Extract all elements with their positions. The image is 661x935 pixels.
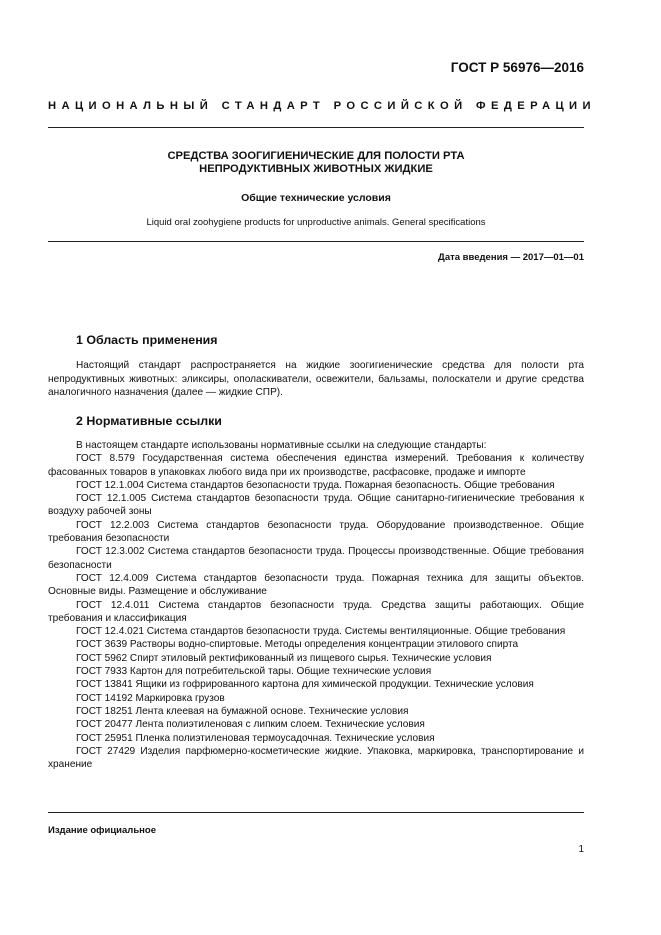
section-1-text: [48, 359, 584, 400]
references-intro: В настоящем стандарте использованы нормативные ссылки на следующие стандарты:: [76, 440, 487, 451]
reference-item: ГОСТ 12.2.003 Система стандартов безопасности труда. Оборудование производственное. Общие требования безопасности: [48, 519, 584, 545]
section-1-heading: 1 Область применения: [76, 333, 218, 347]
reference-item: ГОСТ 5962 Спирт этиловый ректификованный из пищевого сырья. Технические условия: [76, 652, 492, 664]
divider-top: [48, 127, 584, 128]
section-1-paragraph: Настоящий стандарт распространяется на жидкие зоогигиенические средства для полости рта непродуктивных животных: эликсиры, ополаскиватели, освежители, бальзамы, полоскатели и другие средства аналогичного назначения (далее — жидкие СПР).: [48, 360, 584, 398]
title-line-2: НЕПРОДУКТИВНЫХ ЖИВОТНЫХ ЖИДКИЕ: [199, 163, 433, 175]
document-title: [48, 150, 584, 176]
reference-item: ГОСТ 7933 Картон для потребительской тары. Общие технические условия: [76, 666, 432, 678]
reference-item: ГОСТ 14192 Маркировка грузов: [76, 692, 225, 704]
reference-item: ГОСТ 12.1.004 Система стандартов безопасности труда. Пожарная безопасность. Общие требования: [76, 479, 555, 491]
divider-title: [48, 241, 584, 242]
section-2-heading: 2 Нормативные ссылки: [76, 414, 222, 428]
reference-item: ГОСТ 12.4.011 Система стандартов безопасности труда. Средства защиты работающих. Общие требования и классификация: [48, 599, 584, 624]
reference-item: ГОСТ 12.3.002 Система стандартов безопасности труда. Процессы производственные. Общие требования безопасности: [48, 546, 584, 571]
reference-item: ГОСТ 12.4.021 Система стандартов безопасности труда. Системы вентиляционные. Общие требования: [76, 626, 566, 638]
references-list: [48, 439, 584, 771]
reference-item: ГОСТ 27429 Изделия парфюмерно-косметические жидкие. Упаковка, маркировка, транспортирование и хранение: [48, 745, 584, 771]
reference-item: ГОСТ 18251 Лента клеевая на бумажной основе. Технические условия: [76, 705, 409, 717]
reference-item: ГОСТ 3639 Растворы водно-спиртовые. Методы определения концентрации этилового спирта: [76, 639, 519, 651]
document-subtitle: Общие технические условия: [241, 192, 391, 204]
reference-item: ГОСТ 25951 Пленка полиэтиленовая термоусадочная. Технические условия: [76, 732, 435, 744]
reference-item: ГОСТ 8.579 Государственная система обеспечения единства измерений. Требования к количеству фасованных товаров в упаковках любого вида при их производстве, расфасовке, продаже и импорте: [48, 453, 584, 478]
page-number: 1: [578, 844, 584, 855]
divider-footer: [48, 812, 584, 813]
english-title: Liquid oral zoohygiene products for unproductive animals. General specifications: [146, 217, 486, 228]
reference-item: ГОСТ 12.4.009 Система стандартов безопасности труда. Пожарная техника для защиты объектов. Основные виды. Размещение и обслуживание: [48, 572, 584, 598]
national-standard-banner: НАЦИОНАЛЬНЫЙ СТАНДАРТ РОССИЙСКОЙ ФЕДЕРАЦИИ: [48, 100, 596, 112]
standard-code: ГОСТ Р 56976—2016: [450, 60, 584, 75]
effective-date: Дата введения — 2017—01—01: [438, 252, 584, 263]
reference-item: ГОСТ 12.1.005 Система стандартов безопасности труда. Общие санитарно-гигиенические требования к воздуху рабочей зоны: [48, 493, 584, 518]
title-line-1: СРЕДСТВА ЗООГИГИЕНИЧЕСКИЕ ДЛЯ ПОЛОСТИ РТА: [167, 150, 465, 162]
edition-label: Издание официальное: [48, 825, 156, 836]
reference-item: ГОСТ 13841 Ящики из гофрированного картона для химической продукции. Технические условия: [76, 679, 534, 691]
reference-item: ГОСТ 20477 Лента полиэтиленовая с липким слоем. Технические условия: [76, 719, 425, 731]
